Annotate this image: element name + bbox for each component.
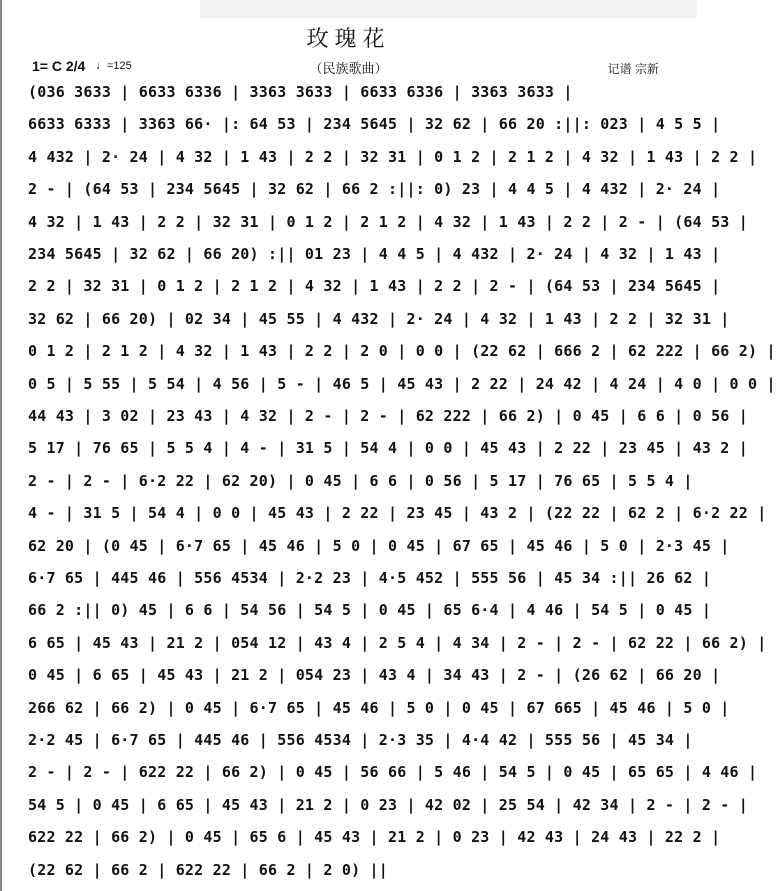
page-edge [0,0,2,891]
notation-line: 4 - | 31 5 | 54 4 | 0 0 | 45 43 | 2 22 | 23 45 | 43 2 | (22 22 | 62 2 | 6·2 22 | [28,504,767,523]
notation-line: 2 - | 2 - | 622 22 | 66 2) | 0 45 | 56 66 | 5 46 | 54 5 | 0 45 | 65 65 | 4 46 | [28,763,758,782]
notation-line: (22 62 | 66 2 | 622 22 | 66 2 | 2 0) || [28,860,388,879]
top-shade [200,0,697,18]
notation-line: 0 1 2 | 2 1 2 | 4 32 | 1 43 | 2 2 | 2 0 | 0 0 | (22 62 | 666 2 | 62 222 | 66 2) | [28,342,776,361]
tempo-marking: ♩=125 [96,60,132,72]
notation-line: 6 65 | 45 43 | 21 2 | 054 12 | 43 4 | 2 5 4 | 4 34 | 2 - | 2 - | 62 22 | 66 2) | [28,633,767,652]
notation-line: 44 43 | 3 02 | 23 43 | 4 32 | 2 - | 2 - | 62 222 | 66 2) | 0 45 | 6 6 | 0 56 | [28,407,748,425]
notation-line: 4 432 | 2· 24 | 4 32 | 1 43 | 2 2 | 32 31 | 0 1 2 | 2 1 2 | 4 32 | 1 43 | 2 2 | [28,147,758,166]
notation-line: 2·2 45 | 6·7 65 | 445 46 | 556 4534 | 2·3 35 | 4·4 42 | 555 56 | 45 34 | [28,731,693,749]
notation-line: 66 2 :|| 0) 45 | 6 6 | 54 56 | 54 5 | 0 45 | 65 6·4 | 4 46 | 54 5 | 0 45 | [28,601,712,620]
key-signature: 1= C 2/4 [32,58,86,74]
notation-line: 0 45 | 6 65 | 45 43 | 21 2 | 054 23 | 43 4 | 34 43 | 2 - | (26 62 | 66 20 | [28,666,721,685]
notation-line: (036 3633 | 6633 6336 | 3363 3633 | 6633 6336 | 3363 3633 | [28,83,573,101]
notation-line: 622 22 | 66 2) | 0 45 | 65 6 | 45 43 | 21 2 | 0 23 | 42 43 | 24 43 | 22 2 | [28,828,721,847]
notation-line: 266 62 | 66 2) | 0 45 | 6·7 65 | 45 46 | 5 0 | 0 45 | 67 665 | 45 46 | 5 0 | [28,698,730,717]
notation-line: 0 5 | 5 55 | 5 54 | 4 56 | 5 - | 46 5 | 45 43 | 2 22 | 24 42 | 4 24 | 4 0 | 0 0 | [28,374,776,393]
notation-line: 5 17 | 76 65 | 5 5 4 | 4 - | 31 5 | 54 4 | 0 0 | 45 43 | 2 22 | 23 45 | 43 2 | [28,439,748,458]
notation-line: 32 62 | 66 20) | 02 34 | 45 55 | 4 432 | 2· 24 | 4 32 | 1 43 | 2 2 | 32 31 | [28,309,730,328]
song-subtitle: （民族歌曲） [309,61,388,76]
transcriber-credit: 记谱 宗新 [607,62,659,76]
notation-line: 234 5645 | 32 62 | 66 20) :|| 01 23 | 4 4 5 | 4 432 | 2· 24 | 4 32 | 1 43 | [28,245,721,263]
notation-line: 2 2 | 32 31 | 0 1 2 | 2 1 2 | 4 32 | 1 43 | 2 2 | 2 - | (64 53 | 234 5645 | [28,277,721,296]
notation-line: 62 20 | (0 45 | 6·7 65 | 45 46 | 5 0 | 0 45 | 67 65 | 45 46 | 5 0 | 2·3 45 | [28,536,730,555]
notation-line: 2 - | 2 - | 6·2 22 | 62 20) | 0 45 | 6 6 | 0 56 | 5 17 | 76 65 | 5 5 4 | [28,471,693,490]
song-title: 玫瑰花 [306,27,391,52]
notation-line: 2 - | (64 53 | 234 5645 | 32 62 | 66 2 :||: 0) 23 | 4 4 5 | 4 432 | 2· 24 | [28,180,721,199]
notation-line: 54 5 | 0 45 | 6 65 | 45 43 | 21 2 | 0 23 | 42 02 | 25 54 | 42 34 | 2 - | 2 - | [28,795,748,814]
notation-line: 4 32 | 1 43 | 2 2 | 32 31 | 0 1 2 | 2 1 2 | 4 32 | 1 43 | 2 2 | 2 - | (64 53 | [28,212,748,231]
notation-line: 6633 6333 | 3363 66· |: 64 53 | 234 5645 | 32 62 | 66 20 :||: 023 | 4 5 5 | [28,115,721,134]
notation-line: 6·7 65 | 445 46 | 556 4534 | 2·2 23 | 4·5 452 | 555 56 | 45 34 :|| 26 62 | [28,569,712,587]
